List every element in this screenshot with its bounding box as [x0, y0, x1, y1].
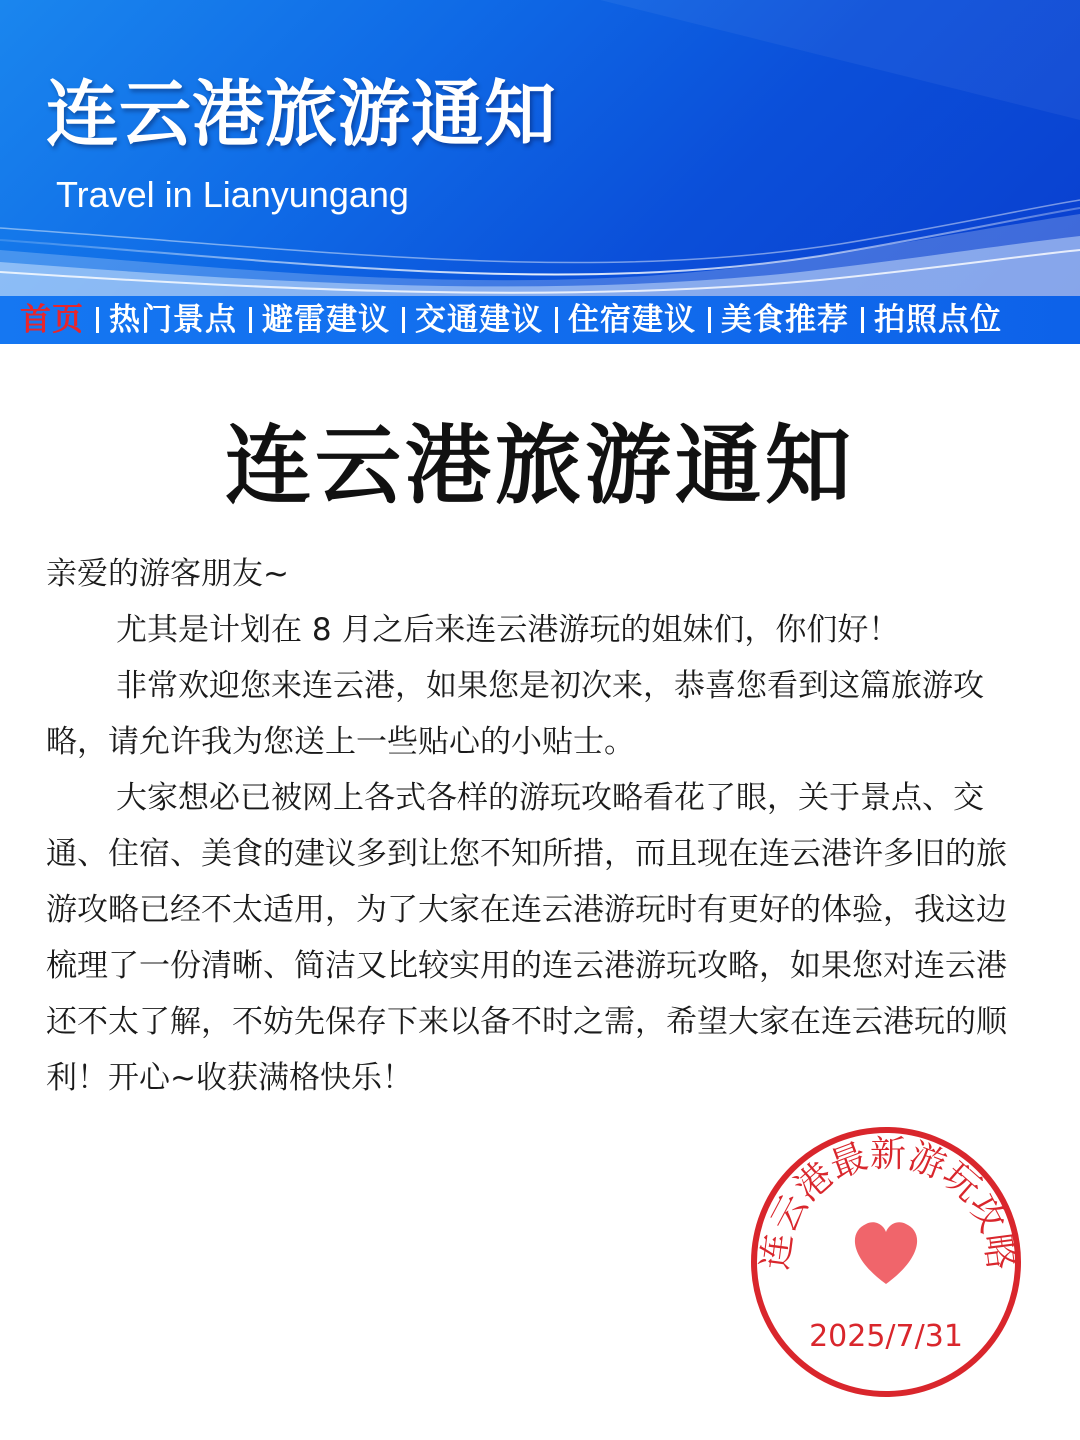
- nav-item-transport[interactable]: 交通建议: [415, 302, 543, 338]
- document-body: [46, 546, 1036, 1106]
- nav-item-home[interactable]: 首页: [20, 302, 84, 338]
- nav-item-lodging[interactable]: 住宿建议: [568, 302, 696, 338]
- heart-icon: [855, 1222, 917, 1284]
- nav-separator: [708, 307, 711, 333]
- nav-separator: [861, 307, 864, 333]
- seal-stamp: [746, 1122, 1026, 1402]
- banner-subtitle: Travel in Lianyungang: [56, 174, 409, 215]
- document-title: 连云港旅游通知: [225, 416, 855, 516]
- nav-separator: [555, 307, 558, 333]
- paragraph: 尤其是计划在 8 月之后来连云港游玩的姐妹们，你们好！: [116, 612, 900, 648]
- nav-item-photo-spots[interactable]: 拍照点位: [874, 302, 1002, 338]
- stamp-date: 2025/7/31: [809, 1319, 963, 1354]
- nav-separator: [249, 307, 252, 333]
- greeting: 亲爱的游客朋友~: [46, 556, 289, 592]
- paragraph: 非常欢迎您来连云港，如果您是初次来，恭喜您看到这篇旅游攻略，请允许我为您送上一些贴心的小贴士。: [46, 668, 984, 760]
- nav-item-avoid-tips[interactable]: 避雷建议: [262, 302, 390, 338]
- banner-title: 连云港旅游通知: [46, 72, 558, 156]
- header-banner: [0, 0, 1080, 296]
- stamp-text: 连云港最新游玩攻略: [754, 1133, 1022, 1273]
- nav-bar: [0, 296, 1080, 344]
- nav-item-hot-spots[interactable]: 热门景点: [109, 302, 237, 338]
- nav-separator: [402, 307, 405, 333]
- nav-separator: [96, 307, 99, 333]
- paragraph: 大家想必已被网上各式各样的游玩攻略看花了眼，关于景点、交通、住宿、美食的建议多到让您不知所措，而且现在连云港许多旧的旅游攻略已经不太适用，为了大家在连云港游玩时有更好的体验，我这边梳理了一份清晰、简洁又比较实用的连云港游玩攻略，如果您对连云港还不太了解，不妨先保存下来以备不时之需，希望大家在连云港玩的顺利！开心~收获满格快乐！: [46, 780, 1007, 1096]
- nav-item-food[interactable]: 美食推荐: [721, 302, 849, 338]
